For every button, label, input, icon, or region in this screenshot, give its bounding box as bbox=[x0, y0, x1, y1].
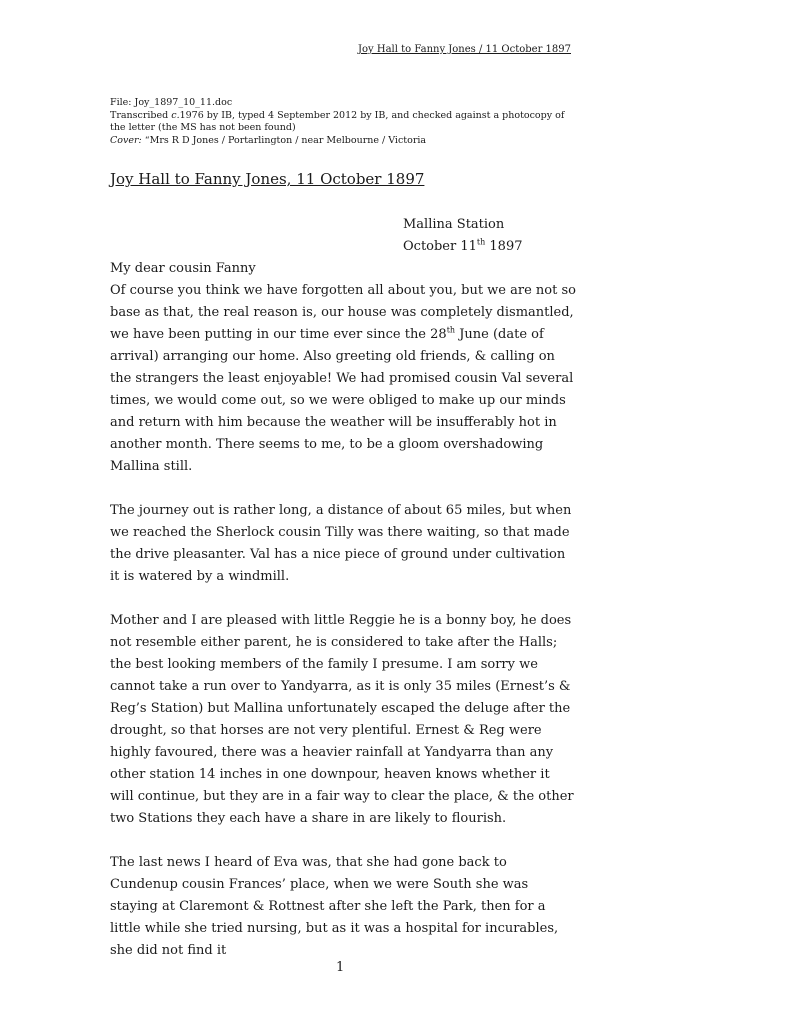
paragraph-4: The last news I heard of Eva was, that she had gone back to Cundenup cousin Frances’ place, when we were South she was staying at Claremont & Rottnest after she left the Park, then for a little while she tried nursing, but as it was a hospital for incurables, she did not find it bbox=[110, 855, 559, 958]
letter-address bbox=[403, 214, 523, 258]
transcription-note: Transcribed c.1976 by IB, typed 4 September 2012 by IB, and checked against a photocopy of the letter (the MS has not been found) bbox=[110, 109, 565, 133]
letter-greeting: My dear cousin Fanny bbox=[110, 261, 256, 276]
paragraph-2: The journey out is rather long, a distance of about 65 miles, but when we reached the Sherlock cousin Tilly was there waiting, so that made the drive pleasanter. Val has a nice piece of ground under cultivation it is watered by a windmill. bbox=[110, 503, 572, 584]
running-header: Joy Hall to Fanny Jones / 11 October 1897 bbox=[358, 44, 571, 55]
paragraph-1: Of course you think we have forgotten all about you, but we are not so base as that, the real reason is, our house was completely dismantled, we have been putting in our time ever since the 28th June (date of arrival) arranging our home. Also greeting old friends, & calling on the strangers the least enjoyable! We had promised cousin Val several times, we would come out, so we were obliged to make up our minds and return with him because the weather will be insufferably hot in another month. There seems to me, to be a gloom overshadowing Mallina still. bbox=[110, 283, 576, 474]
cover-note: Cover: “Mrs R D Jones / Portarlington / near Melbourne / Victoria bbox=[110, 134, 427, 146]
address-place: Mallina Station bbox=[403, 217, 505, 232]
page-number: 1 bbox=[336, 960, 345, 975]
address-date: October 11th 1897 bbox=[403, 237, 523, 254]
letter-body bbox=[110, 258, 576, 962]
paragraph-3: Mother and I are pleased with little Reggie he is a bonny boy, he does not resemble either parent, he is considered to take after the Halls; the best looking members of the family I presume. I am sorry we cannot take a run over to Yandyarra, as it is only 35 miles (Ernest’s & Reg’s Station) but Mallina unfortunately escaped the deluge after the drought, so that horses are not very plentiful. Ernest & Reg were highly favoured, there was a heavier rainfall at Yandyarra than any other station 14 inches in one downpour, heaven knows whether it will continue, but they are in a fair way to clear the place, & the other two Stations they each have a share in are likely to flourish. bbox=[110, 613, 574, 826]
file-line: File: Joy_1897_10_11.doc bbox=[110, 97, 233, 108]
file-metadata bbox=[110, 97, 580, 147]
document-title: Joy Hall to Fanny Jones, 11 October 1897 bbox=[110, 170, 425, 188]
